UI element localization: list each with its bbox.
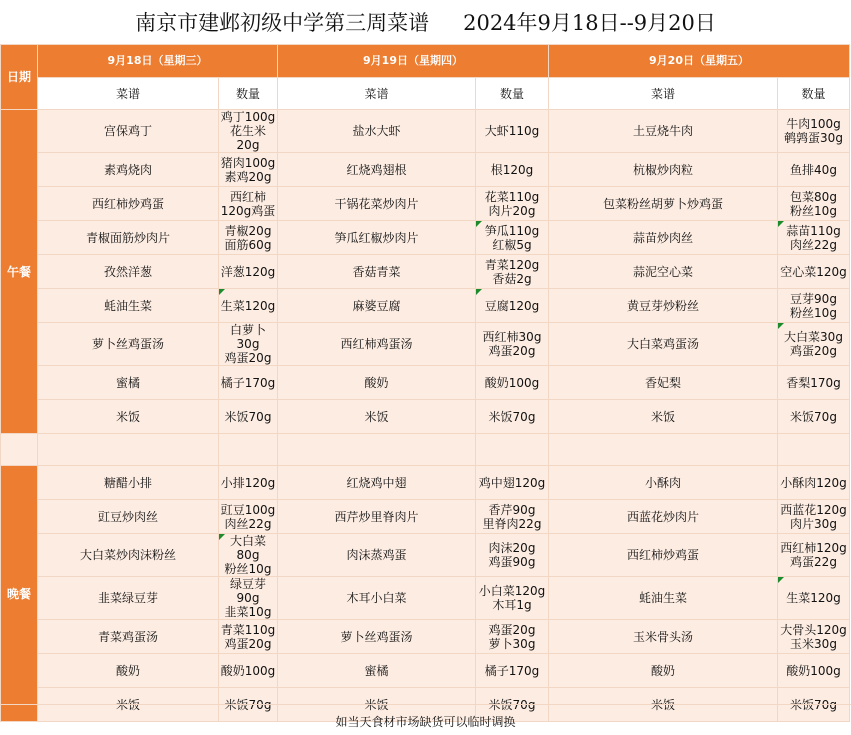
dish-name: 蒜苗炒肉丝 (549, 221, 778, 255)
date-label: 日期 (1, 45, 38, 110)
dish-col-header: 菜谱 (38, 78, 219, 110)
dish-quantity (476, 187, 549, 221)
quantity-line: 120g鸡蛋 (220, 203, 276, 218)
quantity-line: 小酥肉120g (780, 475, 847, 490)
quantity-line: 牛肉100g (786, 117, 841, 131)
dish-quantity (778, 221, 850, 255)
dish-name: 土豆烧牛肉 (549, 110, 778, 153)
lunch-row (1, 187, 850, 221)
day-header-thu: 9月19日（星期四） (278, 45, 549, 78)
dish-quantity (219, 255, 278, 289)
dish-quantity (476, 110, 549, 153)
dish-quantity (219, 221, 278, 255)
dish-quantity (219, 187, 278, 221)
dish-quantity (476, 500, 549, 534)
dish-quantity (778, 255, 850, 289)
dish-quantity (778, 153, 850, 187)
dish-name: 豇豆炒肉丝 (38, 500, 219, 534)
dish-quantity (476, 221, 549, 255)
dish-name: 西红柿鸡蛋汤 (278, 323, 476, 366)
quantity-line: 米饭70g (790, 409, 837, 424)
lunch-row (1, 110, 850, 153)
quantity-line: 花菜110g (484, 189, 540, 204)
dish-quantity (476, 255, 549, 289)
quantity-line: 橘子170g (484, 663, 540, 678)
qty-col-header: 数量 (219, 78, 278, 110)
quantity-line: 青椒20g (224, 223, 272, 238)
dish-name: 包菜粉丝胡萝卜炒鸡蛋 (549, 187, 778, 221)
quantity-line: 米饭70g (224, 697, 272, 712)
quantity-line: 鹌鹑蛋30g (784, 131, 843, 145)
dish-quantity (476, 466, 549, 500)
lunch-row (1, 221, 850, 255)
lunch-row (1, 255, 850, 289)
dish-name: 米饭 (278, 688, 476, 722)
dish-name: 酸奶 (38, 654, 219, 688)
dish-quantity (219, 500, 278, 534)
gap-cell (549, 434, 778, 466)
dish-name: 香菇青菜 (278, 255, 476, 289)
dish-quantity (476, 620, 549, 654)
quantity-line: 肉丝22g (224, 516, 272, 531)
dish-name: 青椒面筋炒肉片 (38, 221, 219, 255)
quantity-line: 面筋60g (224, 237, 272, 252)
quantity-line: 白萝卜30g (229, 323, 266, 351)
dish-name: 笋瓜红椒炒肉片 (278, 221, 476, 255)
dish-quantity (778, 289, 850, 323)
quantity-line: 绿豆芽90g (229, 577, 266, 605)
dish-name: 木耳小白菜 (278, 577, 476, 620)
gap-cell (1, 434, 38, 466)
quantity-line: 粉丝10g (790, 305, 837, 320)
dish-name: 大白菜炒肉沫粉丝 (38, 534, 219, 577)
gap-cell (38, 434, 219, 466)
dish-quantity (778, 400, 850, 434)
lunch-row (1, 289, 850, 323)
quantity-line: 西红柿 (229, 189, 266, 204)
title-dates: 2024年9月18日--9月20日 (463, 11, 716, 35)
quantity-line: 西红柿30g (482, 330, 542, 344)
dish-name: 酸奶 (278, 366, 476, 400)
dish-quantity (778, 654, 850, 688)
dish-quantity (778, 620, 850, 654)
dish-name: 香妃梨 (549, 366, 778, 400)
gap-cell (778, 434, 850, 466)
dish-name: 萝卜丝鸡蛋汤 (38, 323, 219, 366)
title-main: 南京市建邺初级中学第三周菜谱 (135, 11, 430, 35)
quantity-line: 大白菜30g (784, 330, 843, 344)
dish-name: 杭椒炒肉粒 (549, 153, 778, 187)
quantity-line: 空心菜120g (780, 264, 847, 279)
dish-quantity (219, 323, 278, 366)
lunch-row (1, 400, 850, 434)
dish-col-header: 菜谱 (549, 78, 778, 110)
dish-name: 干锅花菜炒肉片 (278, 187, 476, 221)
dish-name: 酸奶 (549, 654, 778, 688)
dish-quantity (219, 654, 278, 688)
dish-name: 蒜泥空心菜 (549, 255, 778, 289)
quantity-line: 西红柿120g (780, 541, 847, 555)
quantity-line: 洋葱120g (220, 264, 276, 279)
dish-col-header: 菜谱 (278, 78, 476, 110)
dish-name: 盐水大虾 (278, 110, 476, 153)
column-header-row (1, 78, 850, 110)
dish-name: 红烧鸡中翅 (278, 466, 476, 500)
lunch-label: 午餐 (1, 110, 38, 434)
dish-name: 宫保鸡丁 (38, 110, 219, 153)
quantity-line: 香芹90g (488, 502, 536, 517)
dish-quantity (476, 654, 549, 688)
quantity-line: 香菇2g (492, 271, 532, 286)
section-gap (1, 434, 850, 466)
dish-name: 蚝油生菜 (38, 289, 219, 323)
quantity-line: 鸡蛋22g (790, 555, 837, 569)
quantity-line: 玉米30g (790, 636, 837, 651)
dish-quantity (219, 466, 278, 500)
quantity-line: 肉片30g (790, 516, 837, 531)
dinner-label: 晚餐 (1, 466, 38, 722)
quantity-line: 鸡中翅120g (478, 475, 546, 490)
quantity-line: 大虾110g (484, 124, 540, 138)
dish-name: 素鸡烧肉 (38, 153, 219, 187)
dish-name: 米饭 (549, 688, 778, 722)
dish-name: 米饭 (549, 400, 778, 434)
page-title (0, 0, 851, 44)
quantity-line: 生菜120g (220, 298, 276, 313)
dish-quantity (476, 534, 549, 577)
quantity-line: 肉沫20g (488, 541, 536, 555)
dinner-row (1, 577, 850, 620)
quantity-line: 鸡蛋20g (790, 344, 837, 358)
dinner-row (1, 500, 850, 534)
dish-name: 大白菜鸡蛋汤 (549, 323, 778, 366)
qty-col-header: 数量 (476, 78, 549, 110)
dish-name: 蜜橘 (38, 366, 219, 400)
dish-quantity (476, 289, 549, 323)
dish-quantity (219, 534, 278, 577)
dish-name: 玉米骨头汤 (549, 620, 778, 654)
dinner-row (1, 466, 850, 500)
dish-name: 小酥肉 (549, 466, 778, 500)
dish-quantity (476, 366, 549, 400)
quantity-line: 小白菜120g (478, 584, 546, 598)
quantity-line: 韭菜10g (224, 605, 272, 619)
day-header-wed: 9月18日（星期三） (38, 45, 278, 78)
dish-quantity (778, 466, 850, 500)
dish-quantity (778, 500, 850, 534)
dish-quantity (778, 323, 850, 366)
dish-name: 西蓝花炒肉片 (549, 500, 778, 534)
gap-cell (219, 434, 278, 466)
quantity-line: 豇豆100g (220, 502, 276, 517)
day-header-fri: 9月20日（星期五） (549, 45, 850, 78)
dish-quantity (219, 289, 278, 323)
quantity-line: 鸡蛋20g (224, 351, 272, 365)
footer-divider (0, 704, 851, 705)
dish-name: 萝卜丝鸡蛋汤 (278, 620, 476, 654)
dish-name: 西红柿炒鸡蛋 (549, 534, 778, 577)
quantity-line: 鸡蛋20g (488, 344, 536, 358)
lunch-row (1, 366, 850, 400)
dish-quantity (778, 187, 850, 221)
dish-name: 米饭 (278, 400, 476, 434)
quantity-line: 米饭70g (488, 409, 536, 424)
quantity-line: 鸡蛋20g (224, 636, 272, 651)
quantity-line: 粉丝10g (790, 203, 837, 218)
quantity-line: 酸奶100g (786, 663, 841, 678)
dish-quantity (778, 534, 850, 577)
quantity-line: 鸡蛋20g (488, 622, 536, 637)
quantity-line: 酸奶100g (220, 663, 276, 678)
quantity-line: 红椒5g (492, 237, 532, 252)
quantity-line: 西蓝花120g (780, 502, 847, 517)
dish-name: 青菜鸡蛋汤 (38, 620, 219, 654)
dish-quantity (219, 620, 278, 654)
lunch-row (1, 323, 850, 366)
quantity-line: 米饭70g (224, 409, 272, 424)
dish-name: 米饭 (38, 400, 219, 434)
dish-name: 韭菜绿豆芽 (38, 577, 219, 620)
quantity-line: 米饭70g (488, 697, 536, 712)
quantity-line: 素鸡20g (224, 169, 272, 184)
dish-quantity (476, 400, 549, 434)
dish-name: 糖醋小排 (38, 466, 219, 500)
dish-quantity (778, 110, 850, 153)
dinner-row (1, 654, 850, 688)
quantity-line: 香梨170g (786, 375, 841, 390)
dinner-row (1, 534, 850, 577)
dish-quantity (219, 366, 278, 400)
quantity-line: 包菜80g (790, 189, 837, 204)
dish-name: 蚝油生菜 (549, 577, 778, 620)
dish-quantity (476, 577, 549, 620)
quantity-line: 豆芽90g (790, 291, 837, 306)
dish-name: 米饭 (38, 688, 219, 722)
gap-cell (476, 434, 549, 466)
dish-name: 西芹炒里脊肉片 (278, 500, 476, 534)
quantity-line: 生菜120g (786, 591, 841, 605)
dish-quantity (778, 366, 850, 400)
footer-note: 如当天食材市场缺货可以临时调换 (335, 714, 516, 729)
dinner-row (1, 620, 850, 654)
quantity-line: 粉丝10g (224, 562, 272, 576)
quantity-line: 猪肉100g (220, 155, 276, 170)
dish-name: 肉沫蒸鸡蛋 (278, 534, 476, 577)
dish-name: 蜜橘 (278, 654, 476, 688)
lunch-row (1, 153, 850, 187)
quantity-line: 豆腐120g (484, 298, 540, 313)
quantity-line: 鸡蛋90g (488, 555, 536, 569)
dish-quantity (476, 323, 549, 366)
quantity-line: 笋瓜110g (484, 223, 540, 238)
quantity-line: 木耳1g (492, 598, 532, 612)
quantity-line: 米饭70g (790, 697, 837, 712)
quantity-line: 里脊肉22g (482, 516, 542, 531)
dish-quantity (476, 153, 549, 187)
dish-quantity (219, 153, 278, 187)
quantity-line: 萝卜30g (488, 636, 536, 651)
quantity-line: 花生米20g (229, 124, 266, 152)
dish-quantity (778, 577, 850, 620)
day-header-row (1, 45, 850, 78)
dish-name: 西红柿炒鸡蛋 (38, 187, 219, 221)
quantity-line: 蒜苗110g (786, 223, 841, 238)
qty-col-header: 数量 (778, 78, 850, 110)
dish-name: 孜然洋葱 (38, 255, 219, 289)
quantity-line: 肉片20g (488, 203, 536, 218)
dish-name: 麻婆豆腐 (278, 289, 476, 323)
dish-quantity (219, 577, 278, 620)
dish-name: 红烧鸡翅根 (278, 153, 476, 187)
quantity-line: 鸡丁100g (220, 110, 276, 124)
quantity-line: 肉丝22g (790, 237, 837, 252)
quantity-line: 根120g (490, 162, 534, 177)
quantity-line: 鱼排40g (790, 162, 837, 177)
quantity-line: 青菜120g (484, 257, 540, 272)
menu-table (0, 44, 850, 722)
dish-name: 黄豆芽炒粉丝 (549, 289, 778, 323)
quantity-line: 小排120g (220, 475, 276, 490)
quantity-line: 橘子170g (220, 375, 276, 390)
dish-quantity (219, 400, 278, 434)
gap-cell (278, 434, 476, 466)
quantity-line: 青菜110g (220, 622, 276, 637)
quantity-line: 大骨头120g (780, 622, 847, 637)
quantity-line: 酸奶100g (484, 375, 540, 390)
quantity-line: 大白菜80g (229, 534, 266, 562)
dish-quantity (219, 110, 278, 153)
